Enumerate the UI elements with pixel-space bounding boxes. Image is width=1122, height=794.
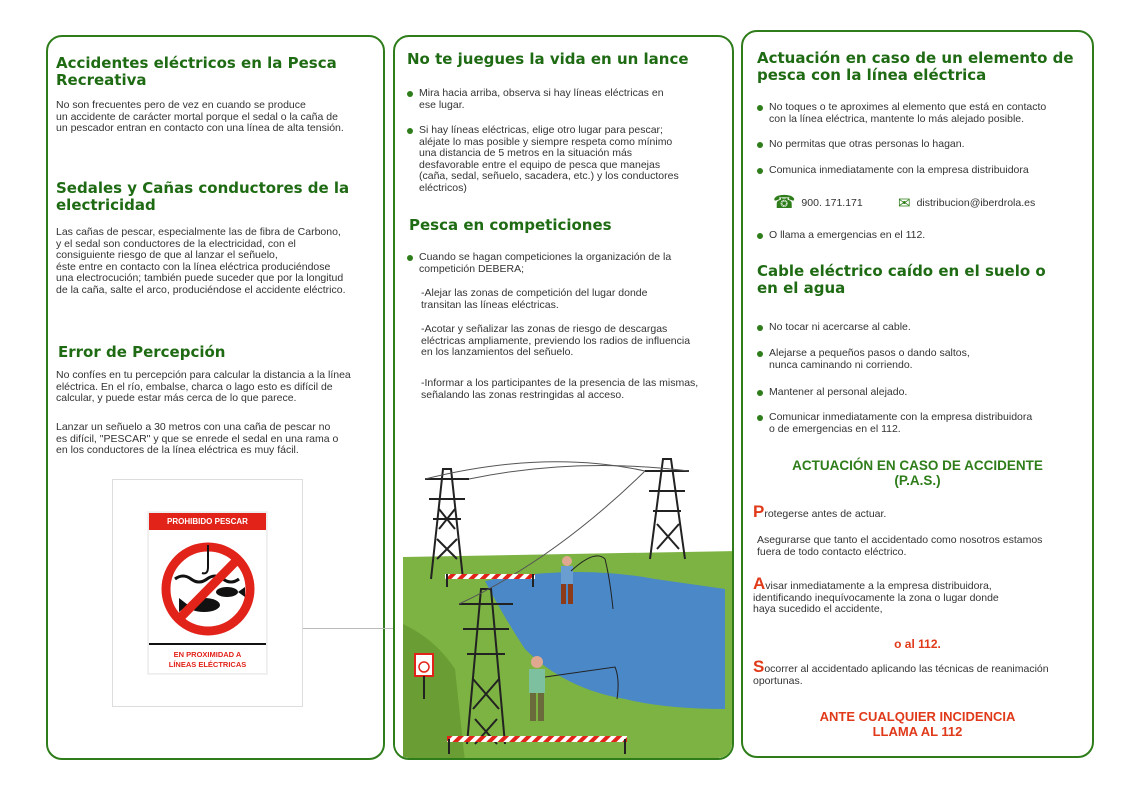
bullet-small-steps: Alejarse a pequeños pasos o dando saltos, nunca caminando ni corriendo. [757, 348, 970, 371]
a-letter: A [753, 574, 766, 593]
p-letter: P [753, 502, 765, 521]
pas-alert [753, 574, 999, 616]
bullet-call-112: O llama a emergencias en el 112. [757, 230, 925, 242]
email-contact [898, 194, 1035, 212]
phone-contact [773, 192, 863, 213]
text-perception-1: No confíes en tu percepción para calcular la distancia a la línea eléctrica. En el río, embalse, charca o lago esto es difícil de calcular, y puede estar más cerca de lo que parece. [56, 369, 351, 405]
bullet-communicate-112: Comunicar inmediatamente con la empresa distribuidora o de emergencias en el 112. [757, 412, 1032, 435]
p-rest: rotegerse antes de actuar. [764, 508, 887, 520]
a-rest: visar inmediatamente a la empresa distribuidora, identificando inequívocamente la zona o lugar donde haya sucedido el accidente, [753, 580, 999, 616]
bullet-competitions: Cuando se hagan competiciones la organización de la competición DEBERA; [407, 252, 671, 275]
envelope-icon: ✉ [898, 195, 911, 212]
sign-footer: EN PROXIMIDAD A LÍNEAS ELÉCTRICAS [149, 643, 266, 673]
item-inform: -Informar a los participantes de la presencia de las mismas, señalando las zonas restringidas al acceso. [421, 377, 699, 401]
bullet-dont-allow: No permitas que otras personas lo hagan. [757, 139, 965, 151]
bullet-communicate: Comunica inmediatamente con la empresa distribuidora [757, 165, 1029, 177]
pas-protect-text: Asegurarse que tanto el accidentado como nosotros estamos fuera de todo contacto eléctrico. [757, 534, 1043, 558]
bullet-keep-away: Mantener al personal alejado. [757, 387, 907, 399]
title-competitions: Pesca en competiciones [409, 216, 612, 234]
sign-board [148, 512, 267, 674]
no-fishing-icon [161, 537, 256, 637]
title-perception-error: Error de Percepción [58, 343, 226, 361]
panel-dont-risk-life [393, 35, 734, 760]
item-mark-zones: -Acotar y señalizar las zonas de riesgo de descargas eléctricas ampliamente, previendo los radios de influencia en los lanzamientos del señuelo. [421, 323, 691, 359]
item-move-away: -Alejar las zonas de competición del lugar donde transitan las líneas eléctricas. [421, 287, 648, 311]
pas-title: ACTUACIÓN EN CASO DE ACCIDENTE (P.A.S.) [792, 458, 1043, 488]
title-contact-line: Actuación en caso de un elemento de pesca con la línea eléctrica [757, 49, 1074, 84]
bullet-dont-touch: No toques o te aproximes al elemento que está en contacto con la línea eléctrica, mantente lo más alejado posible. [757, 102, 1046, 125]
no-fishing-sign-image [112, 479, 303, 707]
bullet-choose-other-place: Si hay líneas eléctricas, elige otro lugar para pescar; aléjate lo mas posible y siempre respeta como mínimo una distancia de 5 metros en la situación más desfavorable entre el equipo de pesca que manejas (caña, sedal, señuelo, sacadera, etc.) y los conductores eléctricos) [407, 125, 679, 195]
text-conductive-rods: Las cañas de pescar, especialmente las de fibra de Carbono, y el sedal son conductores de la electricidad, con el consiguiente riesgo de que al lanzar el señuelo, éste entre en contacto con la línea eléctrica produciéndose una electrocución; también puede suceder que por la longitud de la caña, salte el arco, produciéndose el accidente eléctrico. [56, 226, 346, 296]
final-call-112: ANTE CUALQUIER INCIDENCIA LLAMA AL 112 [819, 709, 1016, 739]
title-dont-risk-life: No te juegues la vida en un lance [407, 50, 689, 68]
text-perception-2: Lanzar un señuelo a 30 metros con una caña de pescar no es difícil, "PESCAR" y que se enrede el sedal en una rama o en los conductores de la línea eléctrica es muy fácil. [56, 421, 339, 457]
phone-number: 900. 171.171 [801, 196, 863, 209]
pas-protect [753, 502, 886, 522]
title-conductive-rods: Sedales y Cañas conductores de la electricidad [56, 179, 350, 214]
s-rest: ocorrer al accidentado aplicando las técnicas de reanimación oportunas. [753, 663, 1049, 687]
bullet-dont-touch-cable: No tocar ni acercarse al cable. [757, 322, 911, 334]
sign-header: PROHIBIDO PESCAR [149, 513, 266, 530]
email-address: distribucion@iberdrola.es [916, 197, 1036, 209]
title-fallen-cable: Cable eléctrico caído en el suelo o en el agua [757, 262, 1046, 297]
or-112: o al 112. [894, 637, 941, 651]
phone-icon: ☎ [773, 192, 796, 212]
title-electrical-accidents: Accidentes eléctricos en la Pesca Recreativa [56, 54, 337, 89]
s-letter: S [753, 657, 765, 676]
panel-actions [741, 30, 1094, 758]
bullet-look-up: Mira hacia arriba, observa si hay líneas eléctricas en ese lugar. [407, 88, 664, 111]
text-accidents-intro: No son frecuentes pero de vez en cuando se produce un accidente de carácter mortal porque el sedal o la caña de un pescador entran en contacto con una línea de alta tensión. [56, 99, 344, 135]
fishing-power-lines-illustration [395, 409, 734, 760]
pas-help [753, 657, 1049, 687]
